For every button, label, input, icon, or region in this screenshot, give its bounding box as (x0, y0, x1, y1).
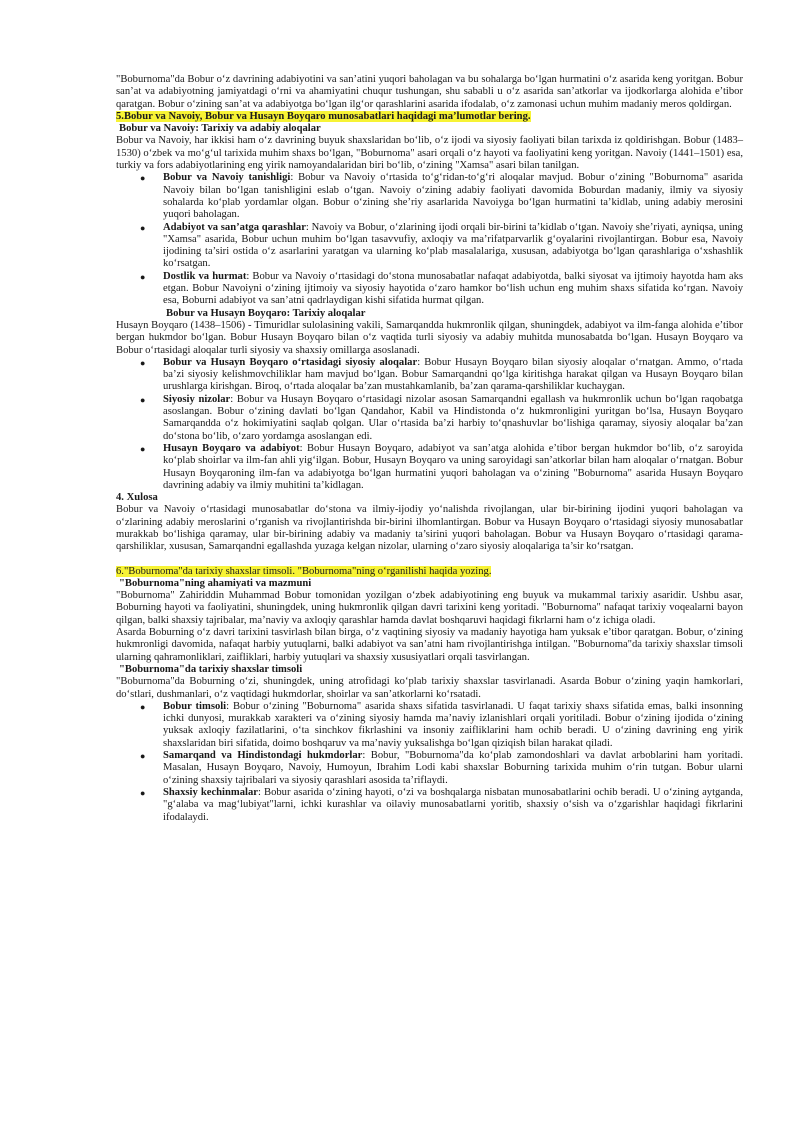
list-item (140, 442, 743, 492)
bullet-icon: ● (140, 787, 146, 798)
list-item (140, 270, 743, 308)
list-item-term: Shaxsiy kechinmalar (163, 786, 258, 798)
section-boyqaro-list (116, 357, 743, 492)
section-importance-paragraph-1: "Boburnoma" Zahiriddin Muhammad Bobur tomonidan yozilgan o‘zbek adabiyotining eng buyuk va mukammal tarixiy asaridir. Ushbu asar, Boburning hayoti va faoliyatini, shuningdek, uning hukmronlik qilgan davri tarixini keng yoritadi. "Boburnoma" nafaqat tarixiy voqealarni bayon qilgan, balki shaxsiy tajribalar, ma’naviy va axloqiy qarashlar hamda davlat boshqaruvi haqidagi fikrlarni ham o‘z ichiga oladi. (116, 590, 743, 626)
section-boyqaro-title: Bobur va Husayn Boyqaro: Tarixiy aloqalar (166, 307, 366, 319)
list-item (140, 700, 743, 750)
list-item-text: : Bobur Husayn Boyqaro, adabiyot va san’atga alohida e’tibor bergan hukmdor bo‘lib, o‘z saroyida ko‘plab shoirlar va ilm-fan ahli yig‘ilgan. Bobur, Husayn Boyqaro va uning saroyidagi san’atkorlar bilan ham aloqalar o‘rnatgan. Bobur Husayn Boyqaroning ilm-fan va adabiyotga bo‘lgan hurmatini yuqori baholagan va o‘zining "Boburnoma" asarida Husayn Boyqaro davrining adabiy va ilmiy muhitini ta’kidlagan. (163, 442, 743, 491)
conclusion-paragraph: Bobur va Navoiy o‘rtasidagi munosabatlar do‘stona va ilmiy-ijodiy yo‘nalishda rivojlangan, ular bir-birining ijodini yuqori baholagan va o‘zlarining adabiy meroslarini o‘rganish va rivojlantirishda bir-birini ilhomlantirgan. Bobur va Husayn Boyqaro o‘rtasidagi siyosiy munosabatlar murakkab bo‘lishiga qaramay, ular bir-birining adabiy va madaniy ta’sirini yuqori baholagan. Bobur va Husayn Boyqaro o‘rtasidagi qarama-qarshiliklar, xususan, Samarqandni egallashda yuzaga kelgan nizolar, ularning o‘zaro siyosiy aloqalariga ta’sir ko‘rsatgan. (116, 504, 743, 553)
list-item (140, 221, 743, 271)
list-item-term: Bobur va Navoiy tanishligi (163, 172, 291, 184)
list-item-text: : Bobur asarida o‘zining hayoti, o‘zi va boshqalarga nisbatan munosabatlarini ochib beradi. U o‘zining aytganda, "g‘alaba va mag‘lubiyat"larni, ichki kurashlar va oilaviy munosabatlarni yoritib, shaxsiy o‘sish va o‘zgarishlar haqidagi fikrlarini ifodalaydi. (163, 786, 743, 823)
list-item (140, 750, 743, 787)
question-6-highlight: 6."Boburnoma"da tarixiy shaxslar timsoli. "Boburnoma"ning o‘rganilishi haqida yozing. (116, 565, 492, 577)
bullet-icon: ● (140, 222, 146, 233)
list-item-text: : Bobur va Navoiy o‘rtasida to‘g‘ridan-to‘g‘ri aloqalar mavjud. Bobur o‘zining "Boburnoma" asarida Navoiy bilan bo‘lgan tanishligini eslab o‘tgan. Navoiy o‘zining adabiy faoliyati davomida Boburdan madaniy, ilmiy va siyosiy sohalarda ko‘plab yordamlar olgan. Bobur o‘zining she’riy asarlarida Navoiyga bo‘lgan hurmatini ta’kidlab, uning adabiy merosini yuqori baholagan. (163, 172, 743, 221)
list-item-term: Adabiyot va san’atga qarashlar (163, 221, 306, 233)
section-importance-paragraph-2: Asarda Boburning o‘z davri tarixini tasvirlash bilan birga, o‘z vaqtining siyosiy va madaniy hayotiga ham yuksak e’tibor qaratgan. Bobur, o‘zining hukmronligi davomida, nafaqat harbiy yutuqlarni, balki adabiyot va san’atni ham rivojlantirishga intilgan. "Boburnoma"da tarixiy shaxslar timsoli ularning qahramonliklari, zaifliklari, harbiy yutuqlari va shaxsiy xususiyatlari orqali tasvirlangan. (116, 627, 743, 663)
list-item-text: : Bobur, "Boburnoma"da ko‘plab zamondoshlari va davlat arboblarini ham yoritadi. Masalan, Husayn Boyqaro, Navoiy, Humoyun, Ibrahim Lodi kabi shaxslar Boburning tarixida muhim o‘rin tutgan. Bobur ularni o‘zining shaxsiy tajribalari va siyosiy qarashlari asosida ta’riflaydi. (163, 750, 743, 786)
list-item-text: : Bobur o‘zining "Boburnoma" asarida shaxs sifatida tasvirlanadi. U faqat tarixiy shaxs sifatida emas, balki insonning ichki dunyosi, murakkab xarakteri va o‘zining siyosiy hamda ma’naviy izlanishlari orqali yoritiladi. Bobur o‘zining ijodida o‘zining yuksak axloqiy fazilatlarini, o‘ta sinchkov fikrlashini va insoniy zaifliklarini ham ochib beradi. U o‘zining davrining eng yirik shaxslaridan biri sifatida, doimo boshqaruv va ma’naviy yuksalishga bo‘lgan qiziqish bilan harakat qiladi. (163, 700, 743, 749)
intro-paragraph: "Boburnoma"da Bobur o‘z davrining adabiyotini va san’atini yuqori baholagan va bu sohalarga bo‘lgan hurmatini o‘z asarida keng yoritgan. Bobur san’at va adabiyotning jamiyatdagi o‘rni va ahamiyatini chuqur tushungan, shu sababli u o‘z asarida san’atkorlar va ijodkorlarga alohida e’tibor qaratgan. Bobur o‘zining san’at va adabiyotga bo‘lgan ilg‘or qarashlarini asarida ifodalab, o‘z zamonasi uchun muhim madaniy meros qoldirgan. (116, 74, 743, 110)
conclusion-title: 4. Xulosa (116, 492, 158, 504)
section-boyqaro-paragraph: Husayn Boyqaro (1438–1506) - Timuridlar sulolasining vakili, Samarqandda hukmronlik qilgan, shuningdek, adabiyot va ilm-fanga alohida e’tibor bergan hukmdor bo‘lgan. Bobur Husayn Boyqaro bilan o‘z vaqtida turli siyosiy va adabiy muhitda munosabatda bo‘lgan. Husayn Boyqaro va Bobur o‘rtasidagi aloqalar turli siyosiy va shaxsiy omillarga asoslanadi. (116, 319, 743, 356)
section-figures-list (116, 701, 743, 824)
list-item-term: Samarqand va Hindistondagi hukmdorlar (163, 750, 363, 762)
list-item-term: Dostlik va hurmat (163, 270, 247, 282)
list-item-text: : Bobur va Husayn Boyqaro o‘rtasidagi nizolar asosan Samarqandni egallash va hukmronlik uchun bo‘lgan raqobatga asoslangan. Bobur o‘zining davlati bo‘lgan Qandahor, Kabil va Hindistonda o‘z hukmronligini yuritgan bo‘lsa, Husayn Boyqaro Samarqandda o‘z hokimiyatini saqlab qolgan. Ular o‘rtasida ba’zi harbiy to‘qnashuvlar bo‘lishiga qaramay, siyosiy aloqalar ba’zan do‘stona bo‘lib, o‘zaro yordamga asoslangan edi. (163, 393, 743, 442)
bullet-icon: ● (140, 443, 146, 454)
question-6-heading (116, 566, 743, 578)
spacer (116, 554, 743, 566)
section-navoiy-paragraph: Bobur va Navoiy, har ikkisi ham o‘z davrining buyuk shaxslaridan bo‘lib, o‘z ijodi va siyosiy faoliyati bilan tarixda iz qoldirishgan. Bobur (1483–1530) o‘zbek va mo‘g‘ul tarixida muhim shaxs bo‘lgan, "Boburnoma" asari orqali o‘z hayoti va faoliyatini keng yoritgan. Navoiy (1441–1501) esa, turkiy va fors adabiyotlarining eng yirik namoyandalaridan biri bo‘lib, o‘zining "Xamsa" asari bilan tanilgan. (116, 135, 743, 172)
section-importance-title: "Boburnoma"ning ahamiyati va mazmuni (119, 577, 312, 589)
bullet-icon: ● (140, 751, 146, 762)
list-item (140, 356, 743, 394)
list-item-term: Bobur timsoli (163, 700, 227, 712)
list-item (140, 172, 743, 221)
list-item-text: : Navoiy va Bobur, o‘zlarining ijodi orqali bir-birini ta’kidlab o‘tgan. Navoiy she’riyati, ayniqsa, uning "Xamsa" asarida, Bobur uchun muhim bo‘lgan tasavvufiy, axloqiy va ma’rifatparvarlik g‘oyalarini rivojlantirgan. Bobur esa, Navoiy ijodining ta’siri ostida o‘z asarlarini yaratgan va ularning ko‘plab masalalariga, xususan, adabiyotga bo‘lgan qarashlariga o‘xshashlik ko‘rsatgan. (163, 221, 743, 270)
section-navoiy-list (116, 172, 743, 307)
list-item-term: Siyosiy nizolar (163, 393, 231, 405)
list-item (140, 393, 743, 443)
list-item-term: Husayn Boyqaro va adabiyot (163, 442, 300, 454)
bullet-icon: ● (140, 271, 146, 282)
section-figures-paragraph: "Boburnoma"da Boburning o‘zi, shuningdek, uning atrofidagi ko‘plab tarixiy shaxslar tasvirlanadi. Asarda Bobur o‘zining yaqin hamkorlari, do‘stlari, dushmanlari, o‘z vaqtidagi hukmdorlar, shoirlar va san’atkorlarni ko‘rsatadi. (116, 676, 743, 700)
section-navoiy-title: Bobur va Navoiy: Tarixiy va adabiy aloqalar (119, 123, 321, 135)
list-item-text: : Bobur va Navoiy o‘rtasidagi do‘stona munosabatlar nafaqat adabiyotda, balki siyosat va ijtimoiy hayotda ham aks etgan. Bobur Navoiyni o‘zining ijtimoiy va siyosiy hayotida o‘zaro hamkor bo‘lish uchun eng muhim shaxs sifatida ko‘rgan. Navoiy esa, Boburni adabiyot va san’atni qadrlaydigan kishi sifatida hurmat qilgan. (163, 270, 743, 307)
question-5-highlight: 5.Bobur va Navoiy, Bobur va Husayn Boyqaro munosabatlari haqidagi ma’lumotlar bering. (116, 110, 531, 122)
section-figures-title: "Boburnoma"da tarixiy shaxslar timsoli (119, 663, 303, 675)
bullet-icon: ● (140, 394, 146, 405)
bullet-icon: ● (140, 357, 146, 368)
list-item-text: : Bobur Husayn Boyqaro bilan siyosiy aloqalar o‘rnatgan. Ammo, o‘rtada ba’zi siyosiy kelishmovchiliklar ham mavjud bo‘lgan. Bobur Samarqandni qo‘lga kiritishga harakat qilgan va Husayn Boyqaro bilan urushlarga kirishgan. Biroq, o‘rtada aloqalar ba’zan mustahkamlanib, ba’zan qarama-qarshiliklar kuchaygan. (163, 356, 743, 393)
question-5-heading (116, 111, 743, 123)
bullet-icon: ● (140, 173, 146, 184)
list-item-term: Bobur va Husayn Boyqaro o‘rtasidagi siyosiy aloqalar (163, 356, 418, 368)
list-item (140, 786, 743, 824)
bullet-icon: ● (140, 701, 146, 712)
